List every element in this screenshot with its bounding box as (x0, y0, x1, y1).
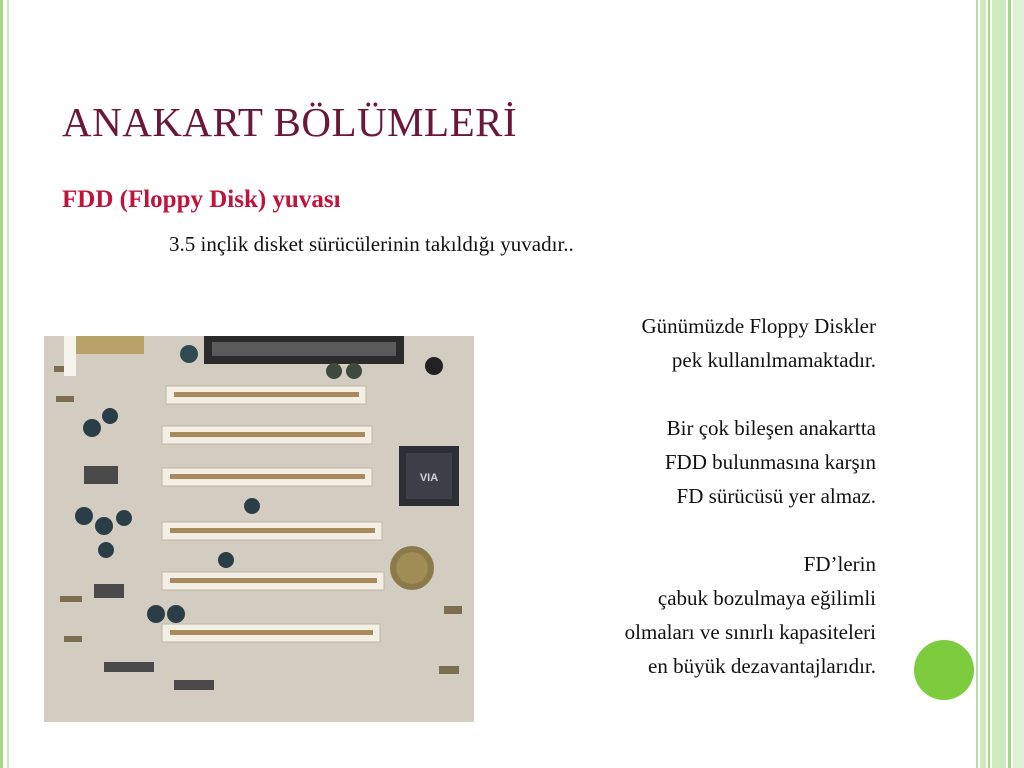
slide-title: ANAKART BÖLÜMLERİ (62, 99, 518, 145)
slide-description: 3.5 inçlik disket sürücülerinin takıldığı yuvadır.. (169, 232, 574, 256)
body-text-block (470, 309, 876, 717)
paragraph-line: en büyük dezavantajlarıdır. (648, 654, 876, 678)
paragraph-line: olmaları ve sınırlı kapasiteleri (624, 620, 876, 644)
paragraph-line: çabuk bozulmaya eğilimli (657, 586, 876, 610)
paragraph-3 (470, 547, 876, 683)
paragraph-line: FDD bulunmasına karşın (664, 450, 876, 474)
svg-text:VIA: VIA (419, 472, 439, 484)
paragraph-line: Bir çok bileşen anakartta (666, 416, 876, 440)
paragraph-line: FD sürücüsü yer almaz. (676, 484, 876, 508)
slide-subtitle: FDD (Floppy Disk) yuvası (62, 186, 341, 213)
paragraph-line: FD’lerin (803, 552, 876, 576)
green-circle-decoration (914, 640, 974, 700)
right-stripe-decoration (976, 0, 1024, 768)
paragraph-1 (470, 309, 876, 377)
left-border-decoration (0, 0, 10, 768)
paragraph-line: Günümüzde Floppy Diskler (641, 314, 876, 338)
motherboard-photo (44, 336, 474, 722)
paragraph-2 (470, 411, 876, 513)
paragraph-line: pek kullanılmamaktadır. (671, 348, 876, 372)
